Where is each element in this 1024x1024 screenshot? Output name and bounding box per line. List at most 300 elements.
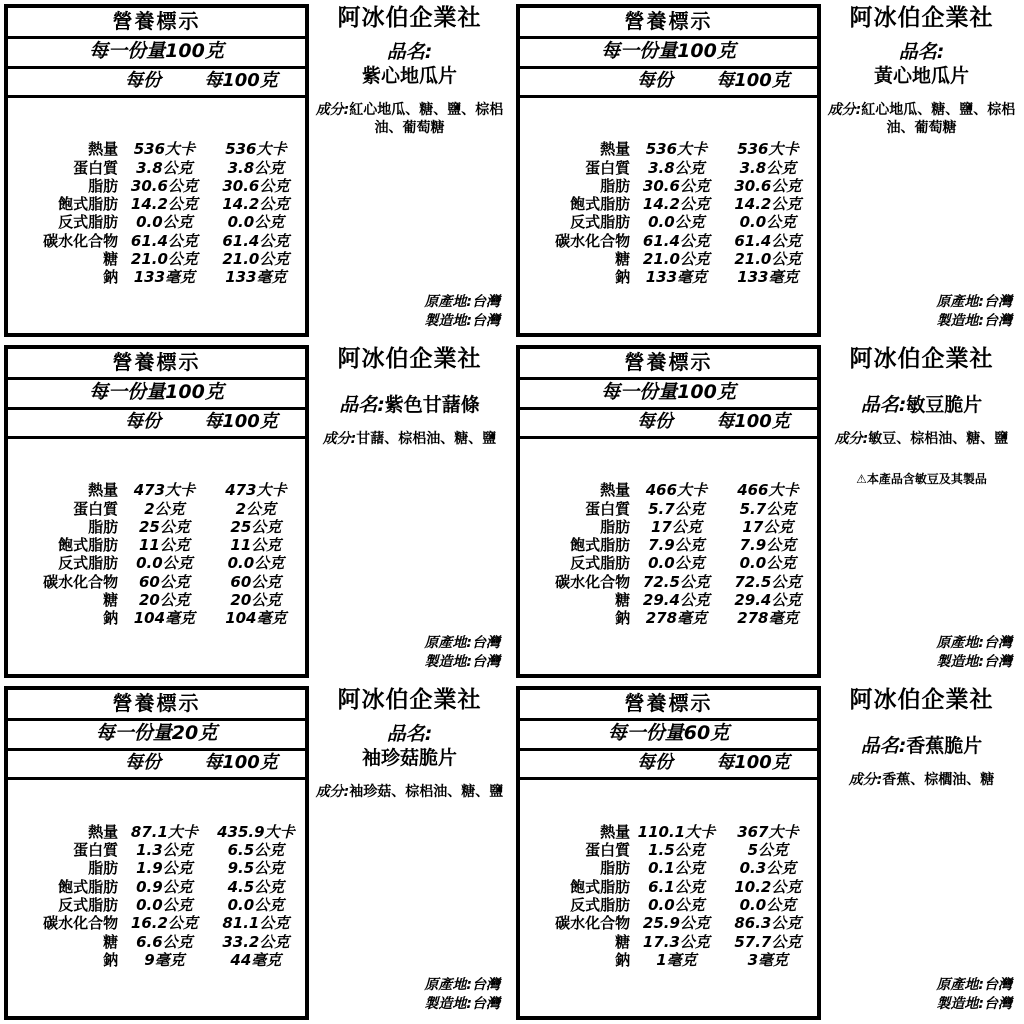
origin-line [315, 293, 500, 312]
nutrient-row [520, 159, 817, 177]
value-per-serving: 1.9公克 [136, 859, 193, 878]
value-per-100g: 0.0公克 [739, 895, 797, 914]
ingredients-value: 甘藷、棕梠油、糖、鹽 [356, 431, 497, 448]
value-per-serving: 25.9公克 [642, 914, 710, 933]
value-per-100g: 466大卡 [737, 481, 799, 500]
nutrient-row [8, 859, 305, 877]
brand-name: 阿冰伯企業社 [337, 346, 482, 372]
nutrient-row [520, 500, 817, 518]
value-per-serving: 7.9公克 [648, 536, 705, 555]
nutrient-row [520, 933, 817, 951]
nutrition-panel [4, 4, 309, 337]
value-per-serving: 9毫克 [144, 950, 185, 969]
value-per-serving: 30.6公克 [130, 176, 198, 195]
manufacture-value: 台灣 [472, 313, 500, 330]
value-per-serving: 3.8公克 [648, 158, 705, 177]
serving-size [520, 721, 817, 751]
column-headers [8, 410, 305, 439]
value-per-100g: 81.1公克 [222, 914, 290, 933]
nutrient-label: 鈉 [615, 609, 631, 628]
nutrient-row [8, 159, 305, 177]
origin-value: 台灣 [984, 635, 1012, 652]
value-per-serving: 11公克 [138, 536, 190, 555]
col-per-100g: 每100克 [204, 69, 278, 91]
nutrient-label: 熱量 [600, 140, 631, 159]
manufacture-label: 製造地: [424, 654, 472, 671]
panel-title: 營養標示 [520, 8, 817, 39]
value-per-serving: 133毫克 [645, 268, 708, 287]
serving-size [520, 380, 817, 410]
nutrient-row [520, 823, 817, 841]
brand-name: 阿冰伯企業社 [849, 687, 994, 713]
nutrient-label: 反式脂肪 [58, 213, 119, 232]
nutrient-row [520, 573, 817, 591]
col-per-100g: 每100克 [716, 410, 790, 432]
nutrient-label: 脂肪 [600, 517, 631, 536]
manufacture-value: 台灣 [984, 313, 1012, 330]
origin-label: 原產地: [424, 635, 472, 652]
nutrient-row [8, 250, 305, 268]
nutrient-label: 脂肪 [88, 859, 119, 878]
nutrient-label: 糖 [103, 591, 119, 609]
ingredients-value: 紅心地瓜、糖、鹽、棕梠油、葡萄糖 [349, 101, 504, 136]
value-per-serving: 61.4公克 [642, 231, 710, 250]
origin-block [315, 634, 504, 678]
nutrient-label: 蛋白質 [585, 158, 631, 177]
nutrient-label: 飽式脂肪 [58, 195, 119, 214]
value-per-serving: 0.0公克 [648, 554, 705, 573]
manufacture-label: 製造地: [424, 313, 472, 330]
origin-line [827, 634, 1012, 653]
ingredients-block [315, 101, 504, 137]
nutrient-row [8, 951, 305, 969]
nutrient-label: 蛋白質 [585, 841, 631, 860]
value-per-serving: 0.0公克 [136, 213, 193, 232]
value-per-serving: 14.2公克 [130, 195, 198, 214]
value-per-serving: 60公克 [138, 572, 190, 591]
value-per-100g: 536大卡 [737, 140, 799, 159]
nutrient-rows [520, 98, 817, 333]
value-per-100g: 21.0公克 [734, 250, 802, 268]
nutrient-label: 鈉 [615, 950, 631, 969]
serving-value: 100克 [677, 381, 736, 403]
serving-prefix: 每一份量 [95, 722, 172, 744]
ingredients-block [827, 430, 1016, 448]
serving-prefix: 每一份量 [89, 381, 166, 403]
value-per-serving: 14.2公克 [642, 195, 710, 214]
value-per-serving: 61.4公克 [130, 231, 198, 250]
nutrient-row [8, 841, 305, 859]
nutrient-row [520, 878, 817, 896]
ingredients-label: 成分: [315, 783, 350, 800]
nutrient-row [8, 896, 305, 914]
brand-name: 阿冰伯企業社 [337, 687, 482, 713]
nutrient-row [8, 481, 305, 499]
nutrient-label: 脂肪 [600, 859, 631, 878]
nutrient-label: 反式脂肪 [58, 895, 119, 914]
product-name: 紫色甘藷條 [384, 394, 480, 417]
nutrient-rows [520, 780, 817, 1016]
nutrient-label: 飽式脂肪 [570, 877, 631, 896]
serving-value: 100克 [165, 381, 224, 403]
column-headers [8, 69, 305, 98]
value-per-serving: 3.8公克 [136, 158, 193, 177]
col-per-100g: 每100克 [204, 410, 278, 432]
value-per-100g: 104毫克 [225, 609, 287, 628]
product-block [315, 41, 504, 89]
nutrient-row [8, 213, 305, 231]
nutrient-rows [520, 439, 817, 674]
nutrient-rows [8, 98, 305, 333]
serving-prefix: 每一份量 [607, 722, 684, 744]
value-per-100g: 20公克 [230, 591, 282, 609]
ingredients-value: 袖珍菇、棕梠油、糖、鹽 [349, 783, 504, 800]
side-info [821, 4, 1018, 337]
nutrient-row [520, 536, 817, 554]
product-name: 袖珍菇脆片 [361, 747, 457, 770]
nutrient-row [520, 841, 817, 859]
value-per-serving: 29.4公克 [642, 591, 710, 609]
nutrient-label: 糖 [615, 932, 631, 951]
nutrient-label: 反式脂肪 [570, 554, 631, 573]
brand-name: 阿冰伯企業社 [337, 5, 482, 31]
nutrient-label: 鈉 [103, 950, 119, 969]
nutrient-row [520, 481, 817, 499]
value-per-serving: 21.0公克 [130, 250, 198, 268]
col-per-100g: 每100克 [204, 751, 278, 773]
nutrient-label: 熱量 [88, 481, 119, 500]
value-per-100g: 3.8公克 [739, 158, 797, 177]
value-per-serving: 25公克 [138, 517, 190, 536]
label-card [0, 0, 512, 341]
nutrient-row [8, 823, 305, 841]
nutrient-row [520, 268, 817, 286]
value-per-100g: 0.0公克 [227, 895, 285, 914]
value-per-serving: 16.2公克 [130, 914, 198, 933]
ingredients-block [827, 771, 1016, 789]
nutrient-row [8, 518, 305, 536]
value-per-serving: 30.6公克 [642, 176, 710, 195]
col-per-serving: 每份 [637, 69, 673, 91]
nutrient-label: 飽式脂肪 [58, 536, 119, 555]
value-per-100g: 0.0公克 [227, 554, 285, 573]
value-per-serving: 0.0公克 [136, 895, 193, 914]
nutrient-rows [8, 780, 305, 1016]
serving-prefix: 每一份量 [601, 40, 678, 62]
product-name: 紫心地瓜片 [361, 65, 457, 88]
nutrient-label: 熱量 [88, 140, 119, 159]
value-per-100g: 536大卡 [225, 140, 287, 159]
nutrient-label: 糖 [615, 591, 631, 609]
nutrient-row [520, 232, 817, 250]
nutrient-row [520, 591, 817, 609]
origin-label: 原產地: [424, 977, 472, 994]
ingredients-label: 成分: [322, 431, 357, 448]
value-per-100g: 17公克 [742, 517, 794, 536]
nutrition-panel [516, 345, 821, 678]
nutrient-row [8, 914, 305, 932]
manufacture-value: 台灣 [984, 654, 1012, 671]
value-per-serving: 20公克 [138, 591, 190, 609]
side-info [309, 686, 506, 1020]
nutrient-row [8, 573, 305, 591]
column-headers [520, 69, 817, 98]
product-label: 品名: [386, 723, 433, 746]
value-per-serving: 17公克 [650, 517, 702, 536]
value-per-serving: 0.0公克 [648, 213, 705, 232]
value-per-100g: 2公克 [235, 499, 277, 518]
value-per-100g: 30.6公克 [734, 176, 802, 195]
product-label: 品名: [386, 41, 433, 64]
nutrient-row [520, 951, 817, 969]
panel-title: 營養標示 [8, 349, 305, 380]
col-per-serving: 每份 [637, 751, 673, 773]
allergen-warning: ⚠本產品含敏豆及其製品 [856, 472, 987, 487]
nutrient-label: 反式脂肪 [570, 213, 631, 232]
nutrient-row [8, 140, 305, 158]
column-headers [520, 410, 817, 439]
value-per-100g: 44毫克 [230, 950, 282, 969]
nutrient-row [8, 933, 305, 951]
value-per-serving: 0.1公克 [648, 859, 705, 878]
side-info [309, 4, 506, 337]
value-per-100g: 367大卡 [737, 822, 799, 841]
panel-title: 營養標示 [520, 690, 817, 721]
value-per-100g: 3.8公克 [227, 158, 285, 177]
col-per-100g: 每100克 [716, 751, 790, 773]
panel-title: 營養標示 [8, 8, 305, 39]
product-label: 品名: [860, 735, 907, 758]
value-per-serving: 473大卡 [133, 481, 196, 500]
nutrient-row [8, 554, 305, 572]
value-per-serving: 0.0公克 [136, 554, 193, 573]
nutrient-row [520, 859, 817, 877]
label-card [0, 682, 512, 1024]
value-per-100g: 473大卡 [225, 481, 287, 500]
origin-label: 原產地: [936, 294, 984, 311]
value-per-100g: 5公克 [747, 841, 789, 860]
nutrient-label: 鈉 [103, 268, 119, 287]
value-per-serving: 87.1大卡 [130, 822, 198, 841]
nutrient-row [8, 609, 305, 627]
ingredients-label: 成分: [827, 101, 862, 118]
origin-label: 原產地: [936, 977, 984, 994]
nutrient-row [8, 591, 305, 609]
value-per-serving: 6.6公克 [136, 932, 193, 951]
product-block [827, 41, 1016, 89]
manufacture-line [827, 312, 1012, 331]
origin-label: 原產地: [424, 294, 472, 311]
nutrient-label: 碳水化合物 [555, 914, 631, 933]
serving-value: 100克 [165, 40, 224, 62]
value-per-100g: 0.0公克 [739, 554, 797, 573]
value-per-100g: 57.7公克 [734, 932, 802, 951]
nutrition-panel [4, 345, 309, 678]
nutrition-panel [4, 686, 309, 1020]
brand-name: 阿冰伯企業社 [849, 346, 994, 372]
value-per-serving: 72.5公克 [642, 572, 710, 591]
manufacture-label: 製造地: [936, 996, 984, 1013]
origin-value: 台灣 [472, 635, 500, 652]
value-per-100g: 0.0公克 [739, 213, 797, 232]
col-per-serving: 每份 [125, 410, 161, 432]
nutrient-row [8, 177, 305, 195]
ingredients-label: 成分: [848, 772, 883, 789]
nutrient-row [8, 878, 305, 896]
nutrient-row [520, 177, 817, 195]
brand-name: 阿冰伯企業社 [849, 5, 994, 31]
label-card [512, 341, 1024, 682]
label-card [512, 682, 1024, 1024]
product-label: 品名: [898, 41, 945, 64]
value-per-serving: 0.0公克 [648, 895, 705, 914]
serving-size [520, 39, 817, 69]
nutrient-label: 鈉 [103, 609, 119, 628]
nutrient-label: 反式脂肪 [570, 895, 631, 914]
value-per-serving: 6.1公克 [648, 877, 705, 896]
nutrient-row [8, 195, 305, 213]
nutrient-row [520, 554, 817, 572]
value-per-serving: 0.9公克 [136, 877, 193, 896]
value-per-100g: 72.5公克 [734, 572, 802, 591]
value-per-serving: 536大卡 [133, 140, 196, 159]
value-per-100g: 278毫克 [737, 609, 799, 628]
product-label: 品名: [860, 394, 907, 417]
value-per-serving: 1毫克 [656, 950, 697, 969]
value-per-serving: 110.1大卡 [637, 822, 716, 841]
nutrient-label: 糖 [615, 250, 631, 268]
label-card [0, 341, 512, 682]
serving-size [8, 380, 305, 410]
value-per-100g: 14.2公克 [222, 195, 290, 214]
serving-value: 60克 [683, 722, 730, 744]
ingredients-value: 香蕉、棕櫚油、糖 [882, 772, 995, 789]
ingredients-value: 敏豆、棕梠油、糖、鹽 [868, 431, 1009, 448]
value-per-serving: 5.7公克 [648, 499, 705, 518]
nutrient-label: 熱量 [88, 822, 119, 841]
value-per-100g: 0.0公克 [227, 213, 285, 232]
ingredients-block [315, 783, 504, 801]
origin-block [827, 976, 1016, 1020]
origin-label: 原產地: [936, 635, 984, 652]
value-per-serving: 1.5公克 [648, 841, 705, 860]
value-per-serving: 2公克 [144, 499, 185, 518]
nutrient-label: 糖 [103, 932, 119, 951]
value-per-100g: 29.4公克 [734, 591, 802, 609]
manufacture-line [315, 312, 500, 331]
nutrient-row [520, 213, 817, 231]
value-per-100g: 5.7公克 [739, 499, 797, 518]
value-per-100g: 61.4公克 [734, 231, 802, 250]
origin-block [315, 293, 504, 337]
nutrient-row [8, 536, 305, 554]
nutrient-row [520, 609, 817, 627]
manufacture-label: 製造地: [936, 313, 984, 330]
manufacture-line [827, 653, 1012, 672]
manufacture-value: 台灣 [472, 996, 500, 1013]
panel-title: 營養標示 [520, 349, 817, 380]
col-per-serving: 每份 [125, 751, 161, 773]
nutrient-label: 飽式脂肪 [58, 877, 119, 896]
value-per-100g: 7.9公克 [739, 536, 797, 555]
side-info [821, 686, 1018, 1020]
value-per-100g: 10.2公克 [734, 877, 802, 896]
value-per-100g: 61.4公克 [222, 231, 290, 250]
value-per-100g: 4.5公克 [227, 877, 285, 896]
value-per-serving: 1.3公克 [136, 841, 193, 860]
col-per-serving: 每份 [637, 410, 673, 432]
value-per-100g: 3毫克 [747, 950, 789, 969]
serving-value: 100克 [677, 40, 736, 62]
manufacture-line [827, 995, 1012, 1014]
value-per-serving: 17.3公克 [642, 932, 710, 951]
nutrition-panel [516, 686, 821, 1020]
serving-prefix: 每一份量 [89, 40, 166, 62]
side-info [821, 345, 1018, 678]
nutrient-label: 熱量 [600, 481, 631, 500]
nutrient-rows [8, 439, 305, 674]
ingredients-label: 成分: [315, 101, 350, 118]
origin-value: 台灣 [984, 977, 1012, 994]
nutrient-label: 脂肪 [88, 517, 119, 536]
panel-title: 營養標示 [8, 690, 305, 721]
origin-line [315, 634, 500, 653]
nutrient-label: 碳水化合物 [43, 572, 119, 591]
column-headers [520, 751, 817, 780]
nutrient-row [520, 140, 817, 158]
value-per-100g: 30.6公克 [222, 176, 290, 195]
value-per-serving: 21.0公克 [642, 250, 710, 268]
ingredients-block [315, 430, 504, 448]
nutrient-label: 碳水化合物 [555, 231, 631, 250]
nutrient-label: 飽式脂肪 [570, 536, 631, 555]
label-card [512, 0, 1024, 341]
ingredients-value: 紅心地瓜、糖、鹽、棕梠油、葡萄糖 [861, 101, 1016, 136]
origin-value: 台灣 [472, 294, 500, 311]
origin-line [315, 976, 500, 995]
col-per-serving: 每份 [125, 69, 161, 91]
value-per-100g: 9.5公克 [227, 859, 285, 878]
value-per-serving: 466大卡 [645, 481, 708, 500]
value-per-100g: 6.5公克 [227, 841, 285, 860]
product-label: 品名: [339, 394, 385, 417]
nutrient-label: 脂肪 [600, 176, 631, 195]
nutrient-label: 熱量 [600, 822, 631, 841]
nutrient-row [520, 195, 817, 213]
product-block [315, 723, 504, 771]
value-per-100g: 14.2公克 [734, 195, 802, 214]
nutrient-label: 糖 [103, 250, 119, 268]
ingredients-block [827, 101, 1016, 137]
serving-value: 20克 [171, 722, 218, 744]
value-per-100g: 33.2公克 [222, 932, 290, 951]
nutrient-row [520, 896, 817, 914]
value-per-serving: 133毫克 [133, 268, 196, 287]
nutrient-label: 飽式脂肪 [570, 195, 631, 214]
value-per-serving: 278毫克 [645, 609, 708, 628]
manufacture-label: 製造地: [936, 654, 984, 671]
nutrition-panel [516, 4, 821, 337]
nutrient-label: 碳水化合物 [43, 914, 119, 933]
nutrient-label: 蛋白質 [73, 158, 119, 177]
nutrient-row [8, 500, 305, 518]
nutrient-label: 鈉 [615, 268, 631, 287]
value-per-serving: 536大卡 [645, 140, 708, 159]
serving-size [8, 721, 305, 751]
product-block [315, 394, 504, 418]
manufacture-line [315, 995, 500, 1014]
origin-value: 台灣 [984, 294, 1012, 311]
